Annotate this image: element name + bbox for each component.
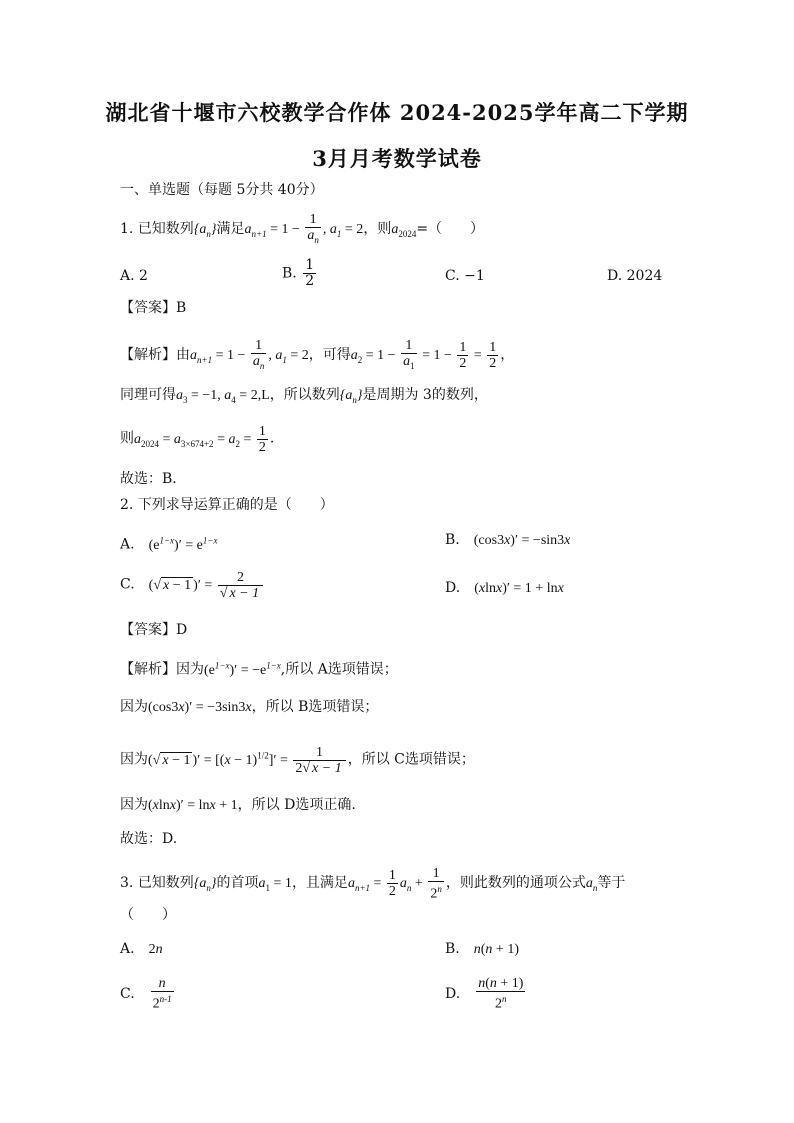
question-1-stem: 1. 已知数列$\{a_n\}$满足$a_{n+1} = 1$ − $\frac{1}{a_n}$ , $a_1 = 2$，则$a_{2024}=$（ ） [120, 212, 485, 245]
q1-analysis-line1: 【解析】由$a_{n+1} = 1$ − $\frac{1}{a_n}$ , $a_1 = 2$，可得$a_2 = 1$ − $\frac{1}{a_1}$ = 1 − $\frac{1}{2}$ = $\frac{1}{2}$ ， [120, 338, 515, 372]
question-2-stem: 2. 下列求导运算正确的是（ ） [120, 497, 334, 513]
stem-text: 满足 [216, 221, 245, 238]
q1-option-c[interactable]: C. −1 [445, 268, 485, 284]
q1-analysis-line3: 则$a_{2024} = a_{3\times 674+2} = a_2$ = $\frac{1}{2}$ . [120, 424, 275, 455]
document-title-line2: 3月月考数学试卷 [312, 146, 482, 171]
q1-option-d[interactable]: D. 2024 [607, 268, 663, 284]
q2-analysis-line1: 【解析】因为$(e^{1-x})' = -e^{1-x}$,所以 A选项错误； [120, 660, 398, 678]
q3-option-b[interactable]: B. n(n + 1) [445, 941, 519, 957]
q2-analysis-line2: 因为(cos3x)′ = −3sin3x，所以 B选项错误； [120, 699, 379, 715]
q2-analysis-line4: 因为(xlnx)′ = lnx + 1，所以 D选项正确. [120, 797, 356, 813]
q1-answer: 【答案】B [120, 300, 187, 316]
q1-analysis-line2: 同理可得$a_3 = -1$, $a_4 = 2,L$，所以数列$\{a_n\}$是周期为 3的数列， [120, 387, 488, 405]
stem-text: =（ ） [416, 221, 485, 238]
q1-option-b[interactable]: B. $\frac{1}{2}$ [282, 257, 315, 289]
document-title-line1: 湖北省十堰市六校教学合作体 2024-2025学年高二下学期 [105, 100, 689, 125]
q2-option-d[interactable]: D. (xlnx)′ = 1 + lnx [445, 580, 564, 596]
q2-analysis-line3: 因为(√ x − 1 )′ = $[(x - 1)^{1/2}]'$ = $\frac{1}{2√ x - 1}$ ，所以 C选项错误； [120, 745, 475, 776]
q3-paren: （ ） [120, 907, 176, 923]
q3-option-a[interactable]: A. 2n [120, 941, 163, 957]
q1-option-a[interactable]: A. 2 [120, 268, 148, 284]
stem-text: 已知数列 [137, 221, 194, 238]
q2-option-b[interactable]: B. (cos3x)′ = −sin3x [445, 532, 571, 548]
q1-conclusion: 故选：B. [120, 471, 177, 487]
q2-answer: 【答案】D [120, 622, 188, 638]
q3-option-c[interactable]: C. $\frac{n}{2^{n-1}}$ [120, 976, 172, 1012]
q2-option-a[interactable]: A. $(e^{1-x})' = e^{1-x}$ [120, 535, 218, 553]
q3-option-d[interactable]: D. $\frac{n(n + 1)}{2^n}$ [445, 976, 524, 1012]
section-heading: 一、单选题（每题 5分共 40分） [120, 182, 324, 198]
question-3-stem: 3. 已知数列$\{a_n\}$的首项$a_1 = 1$，且满足$a_{n+1}$ = $\frac{1}{2}$ $a_n$ + $\frac{1}{2^n}$ ，则此数列的通项公式$a_n$等于 [120, 866, 626, 902]
q2-option-c[interactable]: C. (√ x − 1 )′ = $\frac{2}{√ x - 1}$ [120, 570, 265, 601]
question-number: 1. [120, 221, 134, 238]
stem-text: ，则 [363, 221, 392, 238]
q2-conclusion: 故选：D. [120, 831, 178, 847]
